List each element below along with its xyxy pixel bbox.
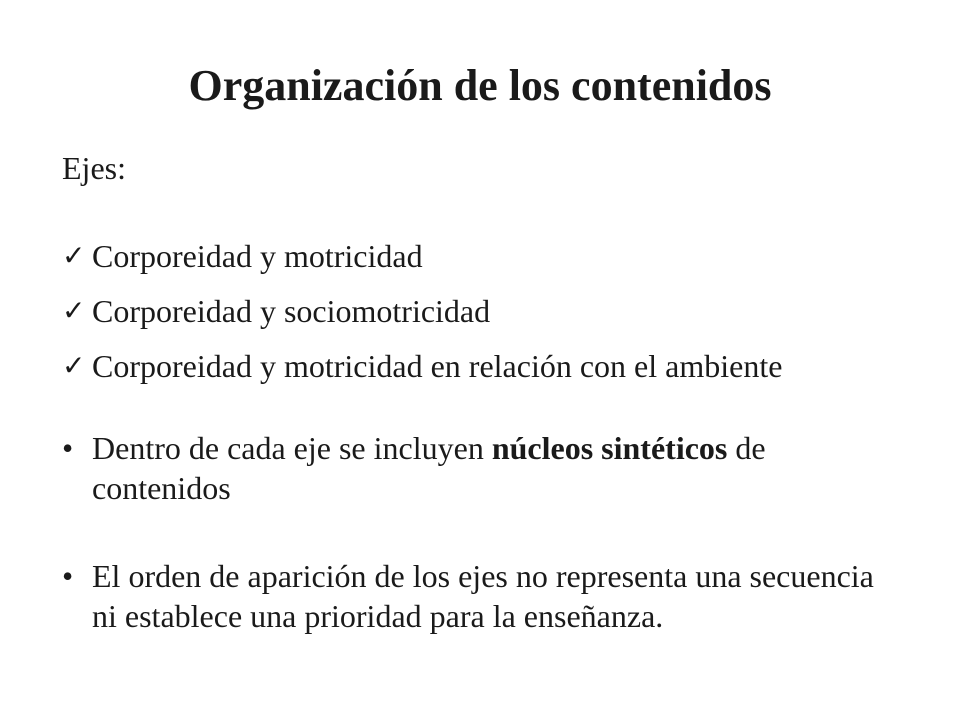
bullet-text: El orden de aparición de los ejes no representa una secuencia ni establece una prioridad para la enseñanza. [92,558,874,634]
checklist-item [62,291,782,331]
slide-title: Organización de los contenidos [188,61,772,110]
axes-checklist [62,236,782,401]
ejes-heading: Ejes: [62,150,126,186]
bullet-icon: • [62,558,74,594]
checklist-item [62,346,782,386]
bullet-text [92,428,902,508]
checklist-item-text: Corporeidad y motricidad en relación con el ambiente [92,348,783,384]
bold-term: núcleos sintéticos [491,430,728,466]
checkmark-icon: ✓ [62,349,86,382]
checkmark-icon: ✓ [62,239,86,272]
checklist-item [62,236,782,276]
bullet-item [62,556,902,636]
checkmark-icon: ✓ [62,294,86,327]
checklist-item-text: Corporeidad y sociomotricidad [92,293,491,329]
bullet-item [62,428,902,508]
notes-bullet-list [62,428,902,636]
checklist-item-text: Corporeidad y motricidad [92,238,423,274]
bullet-text-start: Dentro de cada eje se incluyen [92,430,492,466]
bullet-text-end: de contenidos [92,430,766,506]
bullet-icon: • [62,430,74,466]
